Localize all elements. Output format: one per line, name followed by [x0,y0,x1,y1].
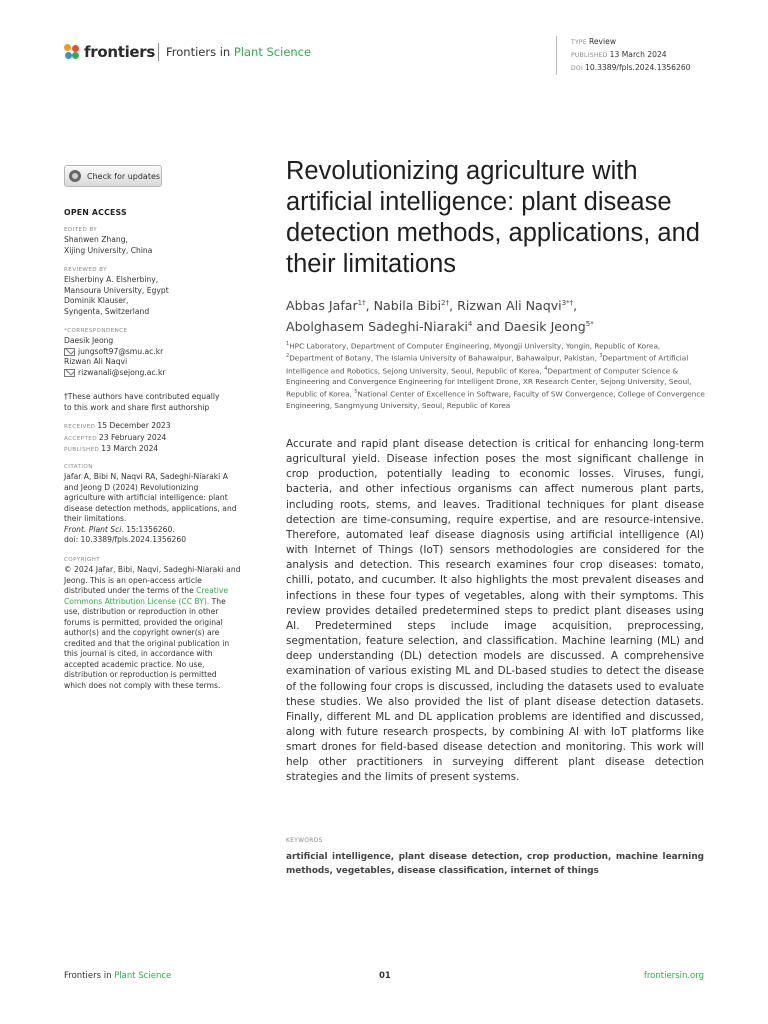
footer-journal-name: Plant Science [114,971,172,981]
copyright-line: forums is permitted, provided the original [64,617,223,627]
copyright [64,556,254,691]
equal-contribution-note [64,392,254,413]
dates [64,421,254,456]
check-for-updates-button[interactable] [64,165,162,187]
reviewer-line: Elsherbiny A. Elsherbiny, [64,275,159,284]
page-number: 01 [379,971,391,981]
open-access-label: OPEN ACCESS [64,208,127,217]
article-meta [556,36,691,75]
citation-volume: 15:1356260. [123,524,175,534]
author-sup: 5* [585,320,594,329]
footer-site-link[interactable]: frontiersin.org [643,971,704,981]
affiliations [286,339,708,411]
citation-line: and Jeong D (2024) Revolutionizing [64,482,199,492]
published-date: 13 March 2024 [101,444,159,453]
reviewer-line: Mansoura University, Egypt [64,285,169,295]
citation-line: Jafar A, Bibi N, Naqvi RA, Sadeghi-Niaraki A [64,472,228,481]
citation [64,463,254,546]
editor-line: Xijing University, China [64,245,153,255]
author-name[interactable]: Abolghasem Sadeghi-Niaraki [286,319,468,335]
email-text: rizwanali@sejong.ac.kr [78,367,166,377]
citation-line: their limitations. [64,514,127,523]
accepted-date: 23 February 2024 [98,432,167,442]
note-line: to this work and share first authorship [64,402,210,412]
article-title: Revolutionizing agriculture with artificial intelligence: plant disease detection methods, applications, and their limitations [286,157,700,278]
affil-sup: 4 [544,365,548,372]
copyright-label: COPYRIGHT [64,557,101,563]
affil-sup: 3 [599,353,603,360]
footer-journal[interactable] [64,971,171,981]
copyright-line: distributed under the terms of the [64,586,197,595]
keywords-label: KEYWORDS [286,838,323,844]
citation-doi[interactable]: doi: 10.3389/fpls.2024.1356260 [64,535,187,544]
correspondence [64,327,254,378]
doi-value[interactable]: 10.3389/fpls.2024.1356260 [585,63,691,72]
affil-text: Department of Computer Science & Engineering and Convergence Engineering for Intelligent Drone, XR Research Center, Sejong University, Seoul, Republic of Korea, [286,366,692,399]
affil-text: Department of Botany, The Islamia University of Bahawalpur, Bahawalpur, Pakistan, [289,353,600,363]
keywords: artificial intelligence, plant disease detection, crop production, machine learning methods, vegetables, disease classification, internet of things [286,852,704,876]
reviewed-by [64,266,254,317]
citation-line: agriculture with artificial intelligence: plant [64,493,228,502]
journal-prefix: Frontiers in [166,45,231,59]
license-link[interactable]: Creative [196,586,229,595]
published-value: 13 March 2024 [609,50,667,59]
copyright-line: this journal is cited, in accordance with [64,649,213,658]
citation-journal: Front. Plant Sci. [64,524,124,534]
correspondent-email[interactable] [64,368,254,379]
correspondent-email[interactable] [64,347,254,358]
copyright-line: distribution or reproduction is permitted [64,670,217,679]
journal-name-header[interactable] [166,45,311,59]
affil-sup: 2 [286,353,290,360]
author-name[interactable]: Nabila Bibi [373,298,442,314]
copyright-line: © 2024 Jafar, Bibi, Naqvi, Sadeghi-Niaraki and [64,565,241,574]
author-sup: 3*† [561,299,574,307]
update-icon [69,170,81,182]
reviewed-by-label: REVIEWED BY [64,267,107,273]
type-label: TYPE [571,39,587,46]
note-line: †These authors have contributed equally [64,392,220,401]
copyright-line: accepted academic practice. No use, [64,659,205,669]
journal-name: Plant Science [233,45,312,59]
edited-by [64,226,254,256]
author-sep: , [449,298,458,314]
copyright-line: use, distribution or reproduction in other [64,607,219,616]
license-link[interactable]: Commons Attribution License (CC BY). [64,596,210,606]
affil-sup: 5 [354,389,358,396]
affil-sup: 1 [286,341,290,347]
author-name[interactable]: Abbas Jafar [286,298,358,314]
author-list [286,294,716,336]
author-sep: , [365,298,374,314]
citation-line: disease detection methods, applications, and [64,503,237,513]
frontiers-logo[interactable] [64,42,155,62]
editor-line: Shanwen Zhang, [64,235,128,244]
author-sep: , [573,298,578,314]
email-text: jungsoft97@smu.ac.kr [78,346,164,356]
affil-text: National Center of Excellence in Software, Faculty of SW Convergence, College of Convergence Engineering, Sangmyung University, Seoul, Republic of Korea [286,389,705,410]
header-divider [158,43,159,61]
received-date: 15 December 2023 [97,421,171,430]
accepted-label: ACCEPTED [64,435,97,442]
affil-text: HPC Laboratory, Department of Computer Engineering, Myongji University, Yongin, Republic of Korea, [289,341,661,351]
type-value: Review [588,37,617,46]
author-sup: 1† [357,299,366,307]
author-sup: 2† [441,299,450,307]
abstract: Accurate and rapid plant disease detection is critical for enhancing long-term agricultural yield. Disease infection poses the most significant challenge in crop production, potentially leading to economic losses. Viruses, fungi, bacteria, and other infectious organisms can affect numerous plant parts, including roots, stems, and leaves. Traditional techniques for plant disease detection are time-consuming, require expertise, and are resource-intensive. Therefore, automated leaf disease diagnosis using artificial intelligence (AI) with Internet of Things (IoT) sensors methodologies are considered for the analysis and detection. This research examines four crop diseases: tomato, chilli, potato, and cucumber. It also highlights the most prevalent diseases and infections in these four types of vegetables, along with their symptoms. This review provides detailed predetermined steps to predict plant diseases using AI. Predetermined steps include image acquisition, preprocessing, segmentation, feature selection, and classification. Machine learning (ML) and deep understanding (DL) detection models are discussed. A comprehensive examination of various existing ML and DL-based studies to detect the disease of the following four crops is discussed, including the datasets used to evaluate these studies. We also provided the list of plant disease detection datasets. Finally, different ML and DL application problems are identified and discussed, along with future research prospects, by combining AI with IoT platforms like smart drones for field-based disease detection and monitoring. This work will help other practitioners in surveying different plant disease detection strategies and the limits of present systems. [286,438,704,784]
affil-text: Department of Artificial Intelligence and Robotics, Sejong University, Seoul, Republic of Korea, [286,353,689,376]
edited-by-label: EDITED BY [64,227,98,233]
correspondence-label: *CORRESPONDENCE [64,328,128,334]
copyright-line: credited and that the original publication in [64,638,230,648]
received-label: RECEIVED [64,424,96,430]
footer-journal-prefix: Frontiers in [64,971,115,981]
published-label: PUBLISHED [571,52,608,59]
reviewer-line: Syngenta, Switzerland [64,306,150,316]
frontiers-logo-icon [64,44,80,60]
author-sup: 4 [467,320,473,329]
mail-icon [64,369,75,377]
citation-label: CITATION [64,464,93,470]
check-updates-label: Check for updates [87,171,161,181]
correspondent-name: Rizwan Ali Naqvi [64,357,128,366]
mail-icon [64,348,75,356]
correspondent-name: Daesik Jeong [64,336,114,345]
logo-text: frontiers [84,43,156,61]
author-name[interactable]: Daesik Jeong [504,319,586,335]
copyright-line: Jeong. This is an open-access article [64,575,202,585]
author-name[interactable]: Rizwan Ali Naqvi [457,298,562,314]
copyright-line: author(s) and the copyright owner(s) are [64,628,220,637]
published-label: PUBLISHED [64,447,100,453]
copyright-after: The [209,596,226,606]
author-sep: and [472,319,505,335]
doi-label: DOI [571,65,584,72]
reviewer-line: Dominik Klauser, [64,296,129,305]
copyright-line: which does not comply with these terms. [64,680,221,690]
